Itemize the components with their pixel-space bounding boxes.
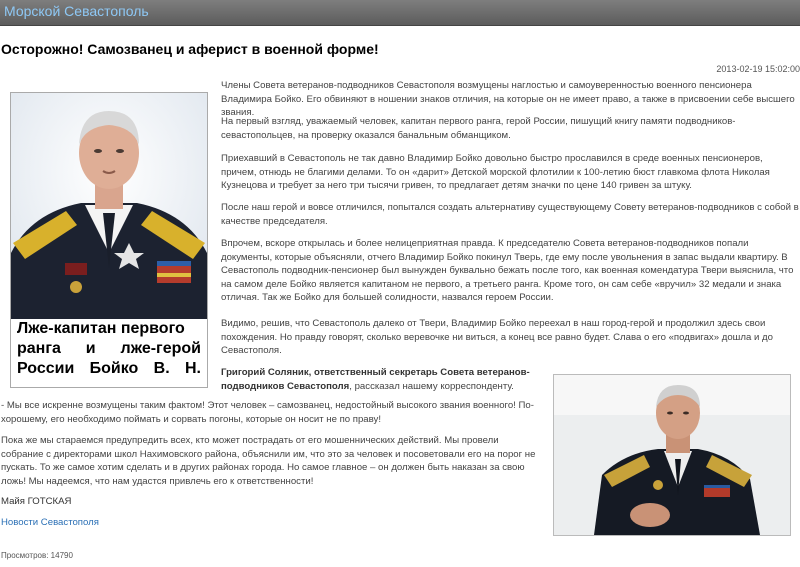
speaker-photo-image [554, 375, 790, 535]
article-paragraph: Впрочем, вскоре открылась и более нелицеприятная правда. К председателю Совета ветеранов-подводников попали документы, которые объясняли, отчего Владимир Бойко покинул Тверь, где ему после увольнения в запас выдали квартиру. В Севастополь подводник-пенсионер был вынужден буквально бежать после того, как военная комендатура Твери выяснила, что на самом деле Бойко является капитаном не первого, а третьего ранга. Кроме того, он сам себе «вручил» 32 медали и знака отличая. Так же Бойко для большей солидности, назвался героем России. [221, 238, 794, 303]
article-photo-main [10, 92, 208, 388]
quote-intro [221, 366, 541, 393]
article-paragraph: Видимо, решив, что Севастополь далеко от Твери, Владимир Бойко переехал в наш город-герой и продолжил здесь свои похождения. Но правду говорят, сколько веревочке ни виться, а конец все равно будет. Слава о его «подвигах» дошла и до Севастополя. [221, 318, 773, 356]
article-photo-secondary [553, 374, 791, 536]
site-title-link[interactable]: Морской Севастополь [4, 3, 149, 19]
caption-line-3: России Бойко В. Н. [17, 360, 201, 377]
article-author: Майя ГОТСКАЯ [1, 496, 72, 507]
officer-portrait-image [11, 93, 207, 319]
article-paragraph: Члены Совета ветеранов-подводников Севастополя возмущены наглостью и самоуверенностью военного пенсионера Владимира Бойко. Его обвиняют в ношении знаков отличия, на которые он не имеет право, а также в присвоении себе высшего звания. [221, 80, 795, 118]
quote-speaker: Григорий Соляник, ответственный секретарь Совета ветеранов-подводников Севастополя [221, 367, 530, 392]
photo-caption [11, 319, 207, 379]
article-title: Осторожно! Самозванец и аферист в военной форме! [1, 41, 379, 57]
source-news-link[interactable]: Новости Севастополя [1, 517, 99, 528]
quote-paragraph: - Мы все искренне возмущены таким фактом! Этот человек – самозванец, недостойный высокого звания военного! По-хорошему, его необходимо поймать и сорвать погоны, которые он носит не по праву! [1, 400, 534, 425]
article-paragraph: Приехавший в Севастополь не так давно Владимир Бойко довольно быстро прославился в среде военных пенсионеров, причем, отнюдь не благими делами. То он «дарит» Детской морской флотилии к 100-летию бюст главкома флота Николая Кузнецова и требует за него три тысячи гривен, то предлагает детям значки по цене 140 гривен за штуку. [221, 153, 770, 191]
article-date: 2013-02-19 15:02:00 [716, 64, 800, 74]
caption-line-1: Лже-капитан первого [17, 320, 185, 337]
article-paragraph: После наш герой и вовсе отличился, попытался создать альтернативу существующему Совету ветеранов-подводников с собой в качестве председателя. [221, 202, 799, 227]
caption-line-2: ранга и лже-герой [17, 340, 201, 357]
quote-intro-rest: , рассказал нашему корреспонденту. [349, 380, 514, 392]
quote-paragraph: Пока же мы стараемся предупредить всех, кто может пострадать от его мошеннических действий. Мы провели собрание с директорами школ Нахимовского района, объяснили им, что это за человек и посоветовали его на порог не пускать. То же самое хотим сделать и в других районах города. Но самое главное – он должен быть наказан за свою ложь! Мы надеемся, что нам удастся привлечь его к ответственности! [1, 435, 536, 487]
article-paragraph: На первый взгляд, уважаемый человек, капитан первого ранга, герой России, пишущий книгу памяти подводников-севастопольцев, на проверку оказался банальным обманщиком. [221, 116, 736, 141]
view-counter: Просмотров: 14790 [1, 551, 73, 560]
site-header-bar [0, 0, 800, 26]
